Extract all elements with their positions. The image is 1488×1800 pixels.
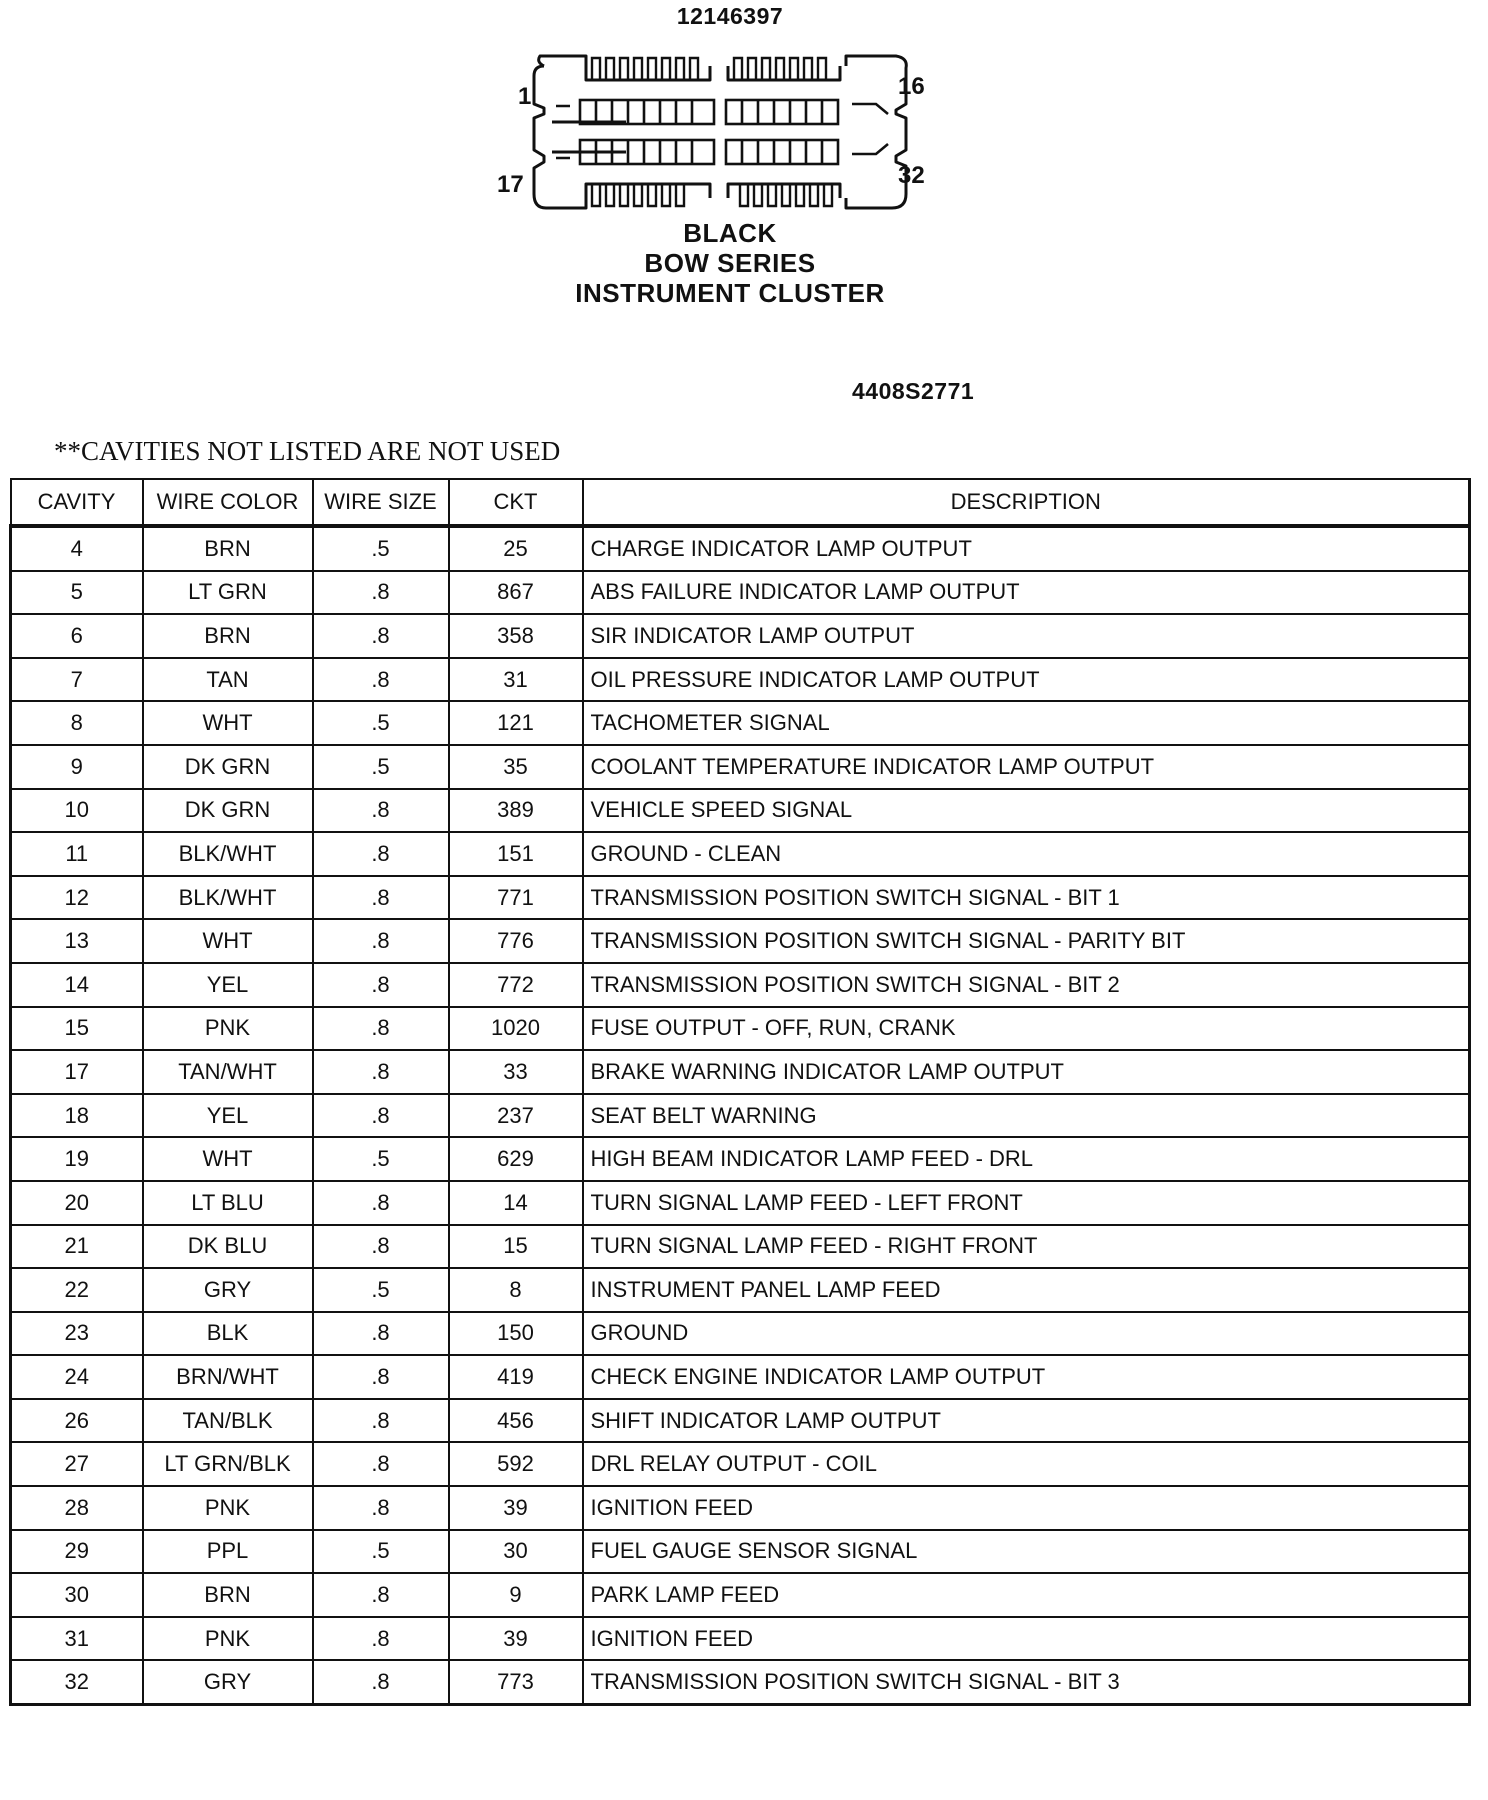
table-row: [11, 701, 1470, 745]
cell-wire-color: BLK: [143, 1312, 313, 1356]
cell-ckt: 30: [449, 1530, 583, 1574]
connector-caption: [0, 218, 1460, 308]
header-description: DESCRIPTION: [583, 479, 1470, 526]
cell-wire-color: LT GRN: [143, 571, 313, 615]
cell-wire-color: GRY: [143, 1660, 313, 1704]
cell-wire-color: BRN: [143, 526, 313, 571]
cell-cavity: 30: [11, 1573, 143, 1617]
cell-cavity: 31: [11, 1617, 143, 1661]
cell-wire-size: .5: [313, 526, 449, 571]
cell-cavity: 27: [11, 1442, 143, 1486]
cell-wire-size: .5: [313, 1268, 449, 1312]
table-row: [11, 1530, 1470, 1574]
cell-description: GROUND - CLEAN: [583, 832, 1470, 876]
cell-ckt: 25: [449, 526, 583, 571]
cell-wire-color: PNK: [143, 1486, 313, 1530]
cell-description: FUEL GAUGE SENSOR SIGNAL: [583, 1530, 1470, 1574]
table-row: [11, 1181, 1470, 1225]
cell-wire-size: .8: [313, 789, 449, 833]
cell-cavity: 4: [11, 526, 143, 571]
cell-wire-size: .8: [313, 1094, 449, 1138]
cell-wire-size: .5: [313, 701, 449, 745]
pin-label-bottom-left: 17: [497, 171, 524, 198]
cell-ckt: 14: [449, 1181, 583, 1225]
cell-description: TURN SIGNAL LAMP FEED - RIGHT FRONT: [583, 1225, 1470, 1269]
cell-description: VEHICLE SPEED SIGNAL: [583, 789, 1470, 833]
cell-wire-size: .8: [313, 1181, 449, 1225]
table-row: [11, 876, 1470, 920]
cell-wire-size: .8: [313, 1486, 449, 1530]
table-row: [11, 1094, 1470, 1138]
cell-wire-color: YEL: [143, 963, 313, 1007]
table-body: [11, 526, 1470, 1705]
connector-face-icon: [496, 44, 936, 224]
table-row: [11, 526, 1470, 571]
table-row: [11, 1355, 1470, 1399]
cell-description: ABS FAILURE INDICATOR LAMP OUTPUT: [583, 571, 1470, 615]
cell-ckt: 772: [449, 963, 583, 1007]
cell-cavity: 15: [11, 1007, 143, 1051]
cell-description: CHARGE INDICATOR LAMP OUTPUT: [583, 526, 1470, 571]
cell-ckt: 389: [449, 789, 583, 833]
cell-cavity: 21: [11, 1225, 143, 1269]
table-row: [11, 789, 1470, 833]
connector-diagram: [496, 44, 936, 224]
cell-wire-color: TAN/BLK: [143, 1399, 313, 1443]
cell-cavity: 9: [11, 745, 143, 789]
cell-cavity: 5: [11, 571, 143, 615]
table-row: [11, 658, 1470, 702]
cell-cavity: 7: [11, 658, 143, 702]
caption-component: INSTRUMENT CLUSTER: [575, 278, 885, 308]
cell-wire-size: .8: [313, 1050, 449, 1094]
cell-wire-size: .8: [313, 832, 449, 876]
cell-description: FUSE OUTPUT - OFF, RUN, CRANK: [583, 1007, 1470, 1051]
header-wire-size: WIRE SIZE: [313, 479, 449, 526]
pin-label-top-left: 1: [518, 83, 532, 110]
cell-ckt: 9: [449, 1573, 583, 1617]
cell-ckt: 629: [449, 1137, 583, 1181]
cell-ckt: 31: [449, 658, 583, 702]
cell-wire-color: YEL: [143, 1094, 313, 1138]
cell-ckt: 39: [449, 1617, 583, 1661]
cell-wire-color: DK GRN: [143, 789, 313, 833]
cell-description: HIGH BEAM INDICATOR LAMP FEED - DRL: [583, 1137, 1470, 1181]
cell-wire-color: BLK/WHT: [143, 876, 313, 920]
cell-ckt: 237: [449, 1094, 583, 1138]
cell-cavity: 8: [11, 701, 143, 745]
table-row: [11, 614, 1470, 658]
cell-description: TACHOMETER SIGNAL: [583, 701, 1470, 745]
header-cavity: CAVITY: [11, 479, 143, 526]
cell-cavity: 23: [11, 1312, 143, 1356]
unused-cavities-note: **CAVITIES NOT LISTED ARE NOT USED: [54, 436, 561, 466]
cell-cavity: 20: [11, 1181, 143, 1225]
cell-wire-color: BRN: [143, 1573, 313, 1617]
pin-label-top-right: 16: [898, 73, 925, 100]
table-row: [11, 1573, 1470, 1617]
table-row: [11, 1225, 1470, 1269]
table-row: [11, 1617, 1470, 1661]
table-row: [11, 1137, 1470, 1181]
cell-wire-size: .8: [313, 1355, 449, 1399]
table-row: [11, 1312, 1470, 1356]
cell-cavity: 14: [11, 963, 143, 1007]
cell-description: TRANSMISSION POSITION SWITCH SIGNAL - BIT 3: [583, 1660, 1470, 1704]
cell-cavity: 28: [11, 1486, 143, 1530]
table-row: [11, 1050, 1470, 1094]
cell-wire-color: PNK: [143, 1007, 313, 1051]
cell-cavity: 11: [11, 832, 143, 876]
cell-wire-size: .8: [313, 1442, 449, 1486]
cell-ckt: 121: [449, 701, 583, 745]
connector-pinout-table: [9, 478, 1471, 1706]
cell-cavity: 13: [11, 919, 143, 963]
cell-description: DRL RELAY OUTPUT - COIL: [583, 1442, 1470, 1486]
cell-cavity: 10: [11, 789, 143, 833]
cell-description: PARK LAMP FEED: [583, 1573, 1470, 1617]
cell-wire-color: TAN/WHT: [143, 1050, 313, 1094]
cell-description: INSTRUMENT PANEL LAMP FEED: [583, 1268, 1470, 1312]
cell-wire-size: .8: [313, 876, 449, 920]
cell-ckt: 419: [449, 1355, 583, 1399]
cell-description: CHECK ENGINE INDICATOR LAMP OUTPUT: [583, 1355, 1470, 1399]
cell-wire-color: BRN: [143, 614, 313, 658]
cell-ckt: 35: [449, 745, 583, 789]
cell-description: SHIFT INDICATOR LAMP OUTPUT: [583, 1399, 1470, 1443]
cell-ckt: 456: [449, 1399, 583, 1443]
cell-wire-color: BLK/WHT: [143, 832, 313, 876]
cell-description: IGNITION FEED: [583, 1617, 1470, 1661]
cell-wire-color: LT BLU: [143, 1181, 313, 1225]
cell-wire-size: .8: [313, 1617, 449, 1661]
header-wire-color: WIRE COLOR: [143, 479, 313, 526]
cell-wire-color: LT GRN/BLK: [143, 1442, 313, 1486]
cell-ckt: 358: [449, 614, 583, 658]
cell-ckt: 773: [449, 1660, 583, 1704]
cell-description: COOLANT TEMPERATURE INDICATOR LAMP OUTPUT: [583, 745, 1470, 789]
cell-cavity: 26: [11, 1399, 143, 1443]
cell-cavity: 22: [11, 1268, 143, 1312]
table-row: [11, 1660, 1470, 1704]
cell-description: TRANSMISSION POSITION SWITCH SIGNAL - BIT 1: [583, 876, 1470, 920]
cell-ckt: 592: [449, 1442, 583, 1486]
table-row: [11, 832, 1470, 876]
pin-label-bottom-right: 32: [898, 162, 925, 189]
cell-wire-color: DK GRN: [143, 745, 313, 789]
cell-wire-size: .5: [313, 745, 449, 789]
cell-ckt: 776: [449, 919, 583, 963]
cell-wire-size: .8: [313, 614, 449, 658]
cell-description: IGNITION FEED: [583, 1486, 1470, 1530]
cell-wire-color: DK BLU: [143, 1225, 313, 1269]
table-row: [11, 919, 1470, 963]
cell-ckt: 151: [449, 832, 583, 876]
cell-wire-size: .8: [313, 1225, 449, 1269]
cell-wire-size: .5: [313, 1137, 449, 1181]
table-row: [11, 1268, 1470, 1312]
cell-cavity: 19: [11, 1137, 143, 1181]
cell-ckt: 771: [449, 876, 583, 920]
cell-description: TRANSMISSION POSITION SWITCH SIGNAL - PARITY BIT: [583, 919, 1470, 963]
table-row: [11, 1399, 1470, 1443]
header-ckt: CKT: [449, 479, 583, 526]
cell-wire-color: WHT: [143, 919, 313, 963]
cell-wire-size: .8: [313, 1660, 449, 1704]
cell-ckt: 39: [449, 1486, 583, 1530]
cell-description: OIL PRESSURE INDICATOR LAMP OUTPUT: [583, 658, 1470, 702]
cell-wire-color: PNK: [143, 1617, 313, 1661]
cell-wire-size: .8: [313, 963, 449, 1007]
table-row: [11, 571, 1470, 615]
cell-ckt: 150: [449, 1312, 583, 1356]
cell-description: SEAT BELT WARNING: [583, 1094, 1470, 1138]
cell-wire-size: .8: [313, 571, 449, 615]
table-row: [11, 745, 1470, 789]
cell-cavity: 29: [11, 1530, 143, 1574]
cell-ckt: 15: [449, 1225, 583, 1269]
cell-wire-size: .8: [313, 919, 449, 963]
cell-description: GROUND: [583, 1312, 1470, 1356]
cell-cavity: 32: [11, 1660, 143, 1704]
cell-wire-size: .8: [313, 658, 449, 702]
cell-wire-size: .8: [313, 1399, 449, 1443]
cell-wire-color: GRY: [143, 1268, 313, 1312]
cell-wire-size: .8: [313, 1573, 449, 1617]
caption-series: BOW SERIES: [644, 248, 816, 278]
table-row: [11, 1486, 1470, 1530]
cell-cavity: 24: [11, 1355, 143, 1399]
cell-cavity: 17: [11, 1050, 143, 1094]
cell-wire-size: .8: [313, 1007, 449, 1051]
connector-part-number: 12146397: [676, 3, 784, 29]
cell-description: SIR INDICATOR LAMP OUTPUT: [583, 614, 1470, 658]
cell-wire-color: WHT: [143, 701, 313, 745]
table-header-row: [11, 479, 1470, 526]
caption-color: BLACK: [683, 218, 777, 248]
cell-ckt: 8: [449, 1268, 583, 1312]
cell-cavity: 6: [11, 614, 143, 658]
table-row: [11, 1442, 1470, 1486]
figure-reference-number: 4408S2771: [852, 378, 975, 404]
cell-description: TRANSMISSION POSITION SWITCH SIGNAL - BIT 2: [583, 963, 1470, 1007]
table-row: [11, 963, 1470, 1007]
cell-description: BRAKE WARNING INDICATOR LAMP OUTPUT: [583, 1050, 1470, 1094]
cell-wire-color: WHT: [143, 1137, 313, 1181]
cell-cavity: 18: [11, 1094, 143, 1138]
cell-wire-size: .5: [313, 1530, 449, 1574]
table-row: [11, 1007, 1470, 1051]
cell-wire-color: TAN: [143, 658, 313, 702]
cell-wire-color: BRN/WHT: [143, 1355, 313, 1399]
cell-ckt: 867: [449, 571, 583, 615]
cell-description: TURN SIGNAL LAMP FEED - LEFT FRONT: [583, 1181, 1470, 1225]
cell-ckt: 33: [449, 1050, 583, 1094]
cell-cavity: 12: [11, 876, 143, 920]
cell-wire-color: PPL: [143, 1530, 313, 1574]
cell-wire-size: .8: [313, 1312, 449, 1356]
cell-ckt: 1020: [449, 1007, 583, 1051]
